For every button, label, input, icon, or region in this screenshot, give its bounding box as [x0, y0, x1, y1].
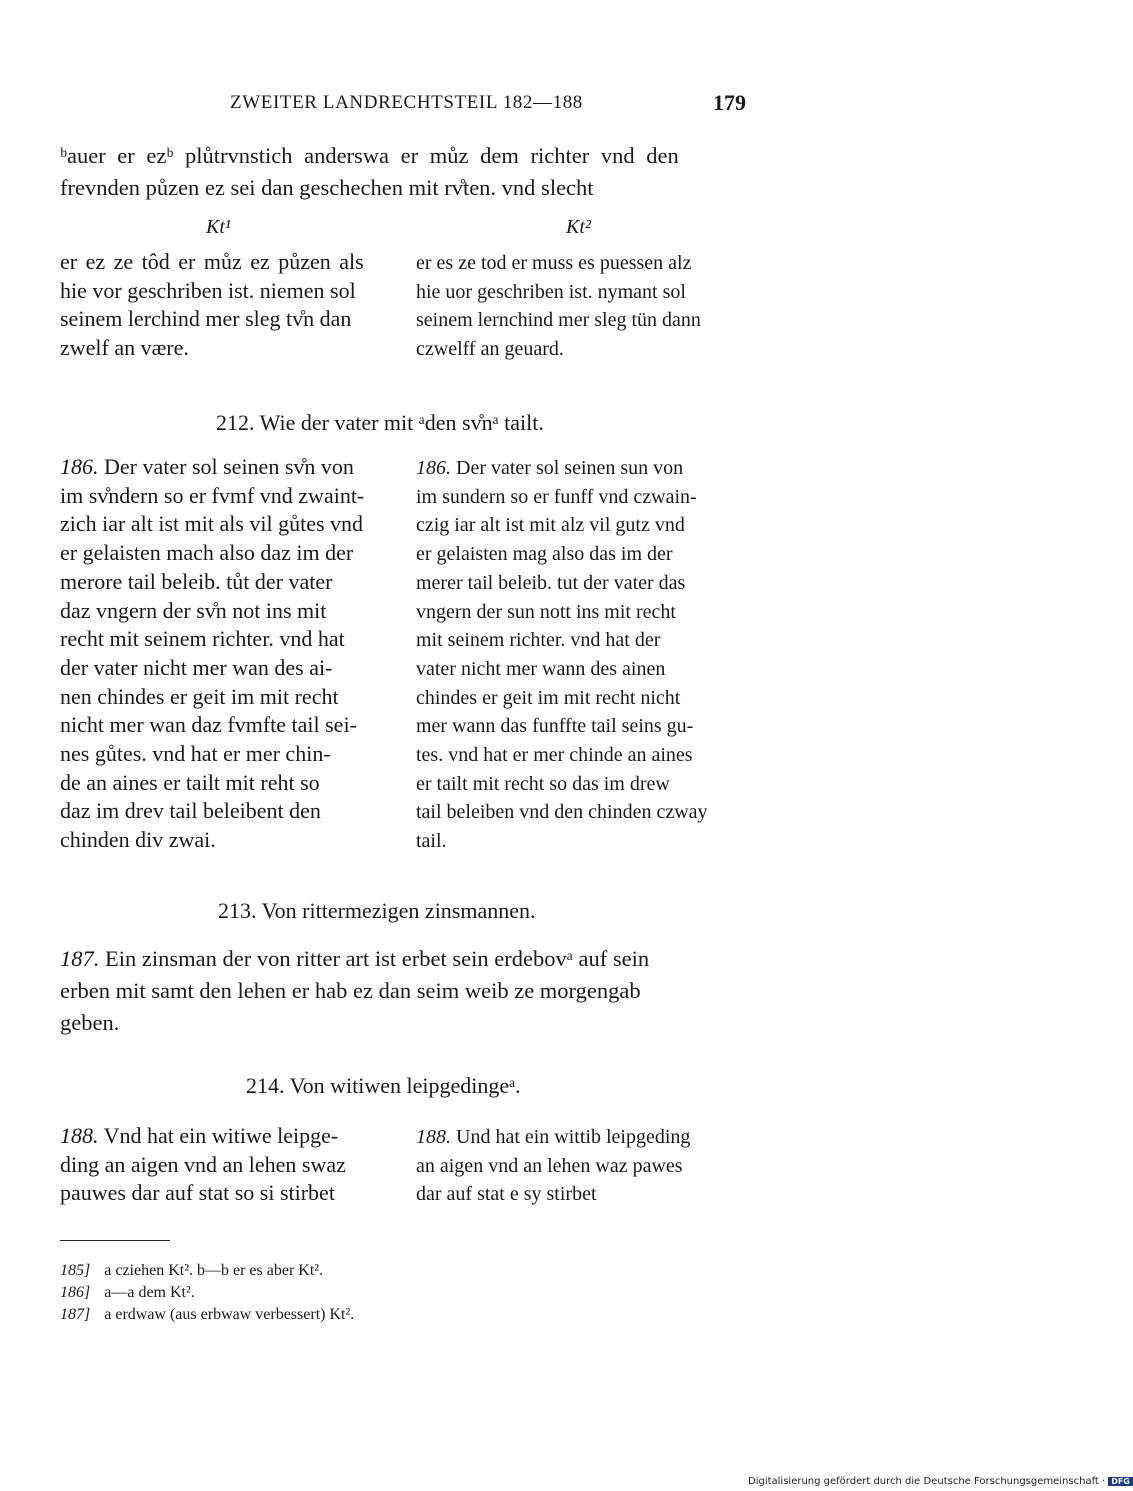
text-line: der vater nicht mer wan des ai- [60, 654, 333, 680]
text-line: daz im drev tail beleibent den [60, 798, 321, 824]
text-line: pauwes dar auf stat so si stirbet [60, 1180, 335, 1206]
text-line-content: Der vater sol seinen sv̊n von [98, 454, 354, 479]
text-line: seinem lerchind mer sleg tv̊n dan [60, 306, 352, 332]
section-heading-213: 213. Von rittermezigen zinsmannen. [218, 898, 536, 923]
text-line [60, 1122, 338, 1151]
footnote-ref: 187] [60, 1306, 91, 1323]
intro-paragraph [60, 140, 944, 204]
text-line: czig iar alt ist mit alz vil gutz vnd [416, 514, 685, 537]
running-head [0, 92, 1000, 122]
text-line: er tailt mit recht so das im drew [416, 772, 670, 795]
intro-line: ᵇauer er ezᵇ plůtrvnstich anderswa er můz dem richter vnd den [60, 143, 679, 168]
footnote-ref: 186] [60, 1284, 91, 1301]
text-line: vater nicht mer wann des ainen [416, 657, 666, 680]
running-title: ZWEITER LANDRECHTSTEIL 182—188 [230, 92, 583, 113]
text-line: merer tail beleib. tut der vater das [416, 571, 686, 594]
page-number: 179 [713, 90, 746, 115]
text-line: chinden div zwai. [60, 827, 216, 853]
paragraph-number: 186. [416, 457, 451, 479]
text-line [60, 943, 944, 975]
paragraph-number: 186. [60, 454, 99, 479]
text-line: tail beleiben vnd den chinden czway [416, 801, 708, 824]
footnote-text: a—a dem Kt². [104, 1284, 195, 1301]
text-line: er gelaisten mag also das im der [416, 543, 673, 566]
section-heading-214: 214. Von witiwen leipgedingeᵃ. [246, 1073, 521, 1098]
footnote-ref: 185] [60, 1262, 91, 1279]
text-line: erben mit samt den lehen er hab ez dan seim weib ze morgengab [60, 978, 641, 1003]
paragraph-number: 187. [60, 946, 100, 971]
section-heading-212: 212. Wie der vater mit ᵃden sv̊nᵃ tailt. [216, 410, 544, 435]
text-line [416, 1123, 690, 1152]
footnote [60, 1306, 354, 1324]
intro-line: frevnden půzen ez sei dan geschechen mit rv̊ten. vnd slecht [60, 175, 594, 200]
paragraph-number: 188. [60, 1123, 99, 1148]
text-line: nen chindes er geit im mit recht [60, 683, 339, 709]
text-line: er gelaisten mach also daz im der [60, 540, 354, 566]
text-line: seinem lernchind mer sleg tün dann [416, 309, 701, 332]
text-line: nicht mer wan daz fvmfte tail sei- [60, 712, 357, 738]
footnote [60, 1262, 323, 1280]
siglum-right: Kt² [566, 216, 591, 238]
text-line: zich iar alt ist mit als vil gůtes vnd [60, 511, 364, 537]
text-line: merore tail beleib. tůt der vater [60, 568, 333, 594]
text-line: im sundern so er funff vnd czwain- [416, 485, 697, 508]
text-line: tes. vnd hat er mer chinde an aines [416, 744, 693, 766]
siglum-left: Kt¹ [206, 216, 231, 238]
text-line: er es ze tod er muss es puessen alz [416, 252, 692, 274]
dfg-credit-text: Digitalisierung gefördert durch die Deutsche Forschungsgemeinschaft · [748, 1476, 1106, 1487]
text-line [60, 453, 354, 482]
text-line-content: Und hat ein wittib leipgeding [451, 1126, 691, 1148]
text-line: tail. [416, 830, 447, 853]
text-line: de an aines er tailt mit reht so [60, 769, 320, 795]
footnote-text: a erdwaw (aus erbwaw verbessert) Kt². [104, 1306, 355, 1323]
paragraph-number: 188. [416, 1126, 451, 1148]
text-line: zwelf an være. [60, 335, 189, 361]
text-line: mit seinem richter. vnd hat der [416, 629, 661, 652]
text-line: an aigen vnd an lehen waz pawes [416, 1154, 683, 1177]
text-line: daz vngern der sv̊n not ins mit [60, 597, 327, 623]
dfg-logo: DFG [1108, 1477, 1133, 1486]
section-213-paragraph [60, 943, 944, 1039]
text-line: hie uor geschriben ist. nymant sol [416, 280, 686, 303]
footnote-text: a cziehen Kt². b—b er es aber Kt². [104, 1262, 324, 1279]
text-line: im sv̊ndern so er fvmf vnd zwaint- [60, 482, 365, 508]
text-line: recht mit seinem richter. vnd hat [60, 626, 345, 652]
dfg-credit [748, 1476, 1133, 1487]
text-line: er ez ze tôd er můz ez půzen als [60, 249, 364, 274]
text-line: ding an aigen vnd an lehen swaz [60, 1151, 346, 1177]
text-line: dar auf stat e sy stirbet [416, 1183, 597, 1206]
text-line: geben. [60, 1010, 120, 1035]
text-line: chindes er geit im mit recht nicht [416, 686, 681, 709]
text-line-content: Ein zinsman der von ritter art ist erbet sein erdebovᵃ auf sein [99, 946, 650, 971]
text-line-content: Vnd hat ein witiwe leipge- [98, 1123, 339, 1148]
text-line: nes gůtes. vnd hat er mer chin- [60, 741, 331, 766]
text-line: mer wann das funffte tail seins gu- [416, 715, 694, 738]
text-line: vngern der sun nott ins mit recht [416, 600, 676, 623]
text-line-content: Der vater sol seinen sun von [451, 457, 684, 479]
footnote [60, 1284, 195, 1302]
footnote-rule [60, 1240, 170, 1241]
text-line: czwelff an geuard. [416, 338, 564, 361]
text-line: hie vor geschriben ist. niemen sol [60, 277, 356, 303]
text-line [416, 454, 683, 483]
